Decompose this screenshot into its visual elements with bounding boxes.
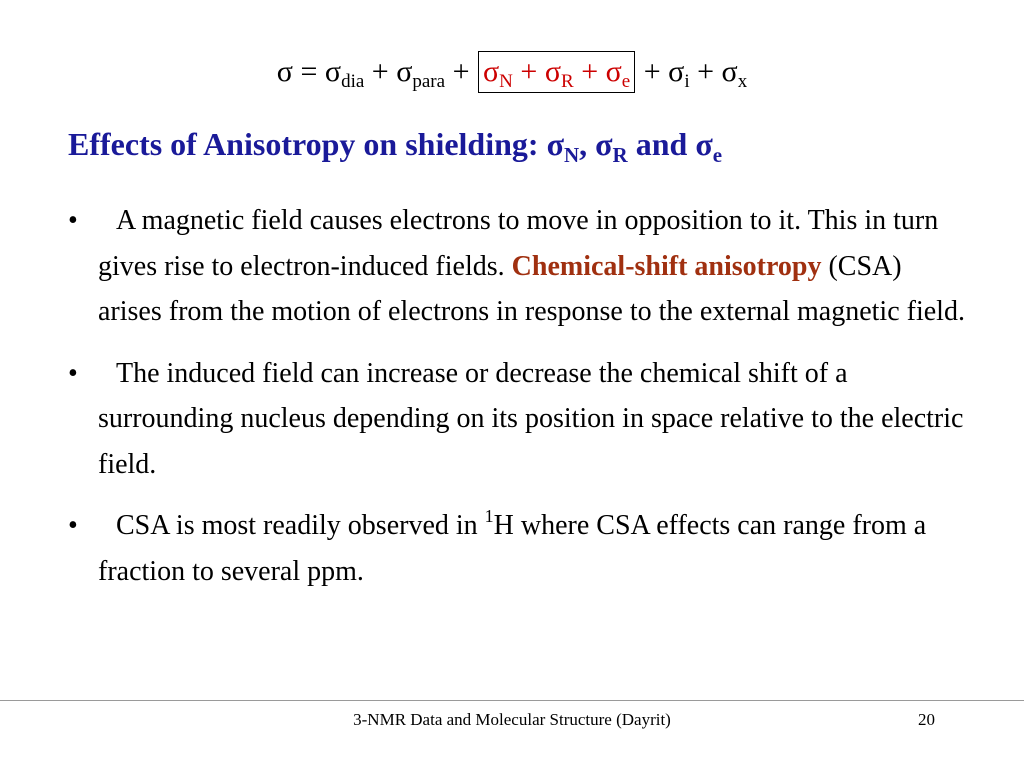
sigma-symbol: σ <box>595 126 613 162</box>
title-text: Effects of Anisotropy on shielding: <box>68 126 547 162</box>
superscript-1: 1 <box>484 506 494 526</box>
sigma-symbol: σ <box>276 55 293 88</box>
plus-sign: + <box>364 55 397 88</box>
footer-divider <box>0 700 1024 701</box>
subscript-para: para <box>412 71 446 92</box>
bullet-text: The induced field can increase or decrease the chemical shift of a surrounding nucleus depending on its position in space relative to the electric field. <box>98 357 964 480</box>
bullet-text-part: (CSA) arises from the motion of electrons in response to the external magnetic field. <box>98 250 965 327</box>
anisotropy-terms-box <box>478 51 635 93</box>
and-word: and <box>627 126 696 162</box>
bullet-item-csa-origin <box>68 198 968 335</box>
subscript-n: N <box>499 71 513 92</box>
sigma-symbol: σ <box>695 126 713 162</box>
plus-sign: + <box>573 55 606 88</box>
sigma-symbol: σ <box>546 126 564 162</box>
bullet-item-csa-observed <box>68 503 968 594</box>
bullet-text <box>98 506 927 587</box>
subscript-e: e <box>712 143 723 167</box>
slide-title <box>68 126 723 167</box>
bullet-list <box>68 198 968 610</box>
subscript-r: R <box>612 143 628 167</box>
bullet-item-induced-field <box>68 351 968 488</box>
subscript-e: e <box>621 71 631 92</box>
sigma-symbol: σ <box>324 55 342 88</box>
bullet-marker: • <box>68 205 78 236</box>
sigma-symbol: σ <box>544 55 561 88</box>
footer-text: 3-NMR Data and Molecular Structure (Dayrit) <box>353 710 671 729</box>
sigma-symbol: σ <box>605 55 622 88</box>
subscript-n: N <box>563 143 580 167</box>
subscript-x: x <box>737 71 748 92</box>
sigma-symbol: σ <box>396 55 413 88</box>
sigma-symbol: σ <box>668 55 685 88</box>
bullet-marker: • <box>68 357 78 389</box>
shielding-equation <box>0 50 1024 94</box>
bullet-text-part: A magnetic field causes electrons to move in opposition to it. This in turn gives rise to electron-induced fields. <box>98 205 939 282</box>
plus-sign: + <box>445 55 477 88</box>
bullet-marker: • <box>68 510 78 541</box>
sigma-symbol: σ <box>483 55 500 88</box>
sigma-symbol: σ <box>721 55 738 88</box>
plus-sign: + <box>636 55 669 88</box>
plus-sign: + <box>689 55 722 88</box>
bullet-text-part: CSA is most readily observed in <box>116 510 485 541</box>
bullet-text-part: H where CSA effects can range from a fraction to several ppm. <box>98 510 927 587</box>
bullet-text <box>98 205 965 327</box>
page-number: 20 <box>918 710 935 729</box>
comma: , <box>579 126 596 162</box>
subscript-i: i <box>684 71 690 92</box>
plus-sign: + <box>512 55 545 88</box>
equals-sign: = <box>292 55 325 88</box>
subscript-r: R <box>561 71 574 92</box>
subscript-dia: dia <box>341 71 365 92</box>
csa-highlight: Chemical-shift anisotropy <box>511 250 822 282</box>
